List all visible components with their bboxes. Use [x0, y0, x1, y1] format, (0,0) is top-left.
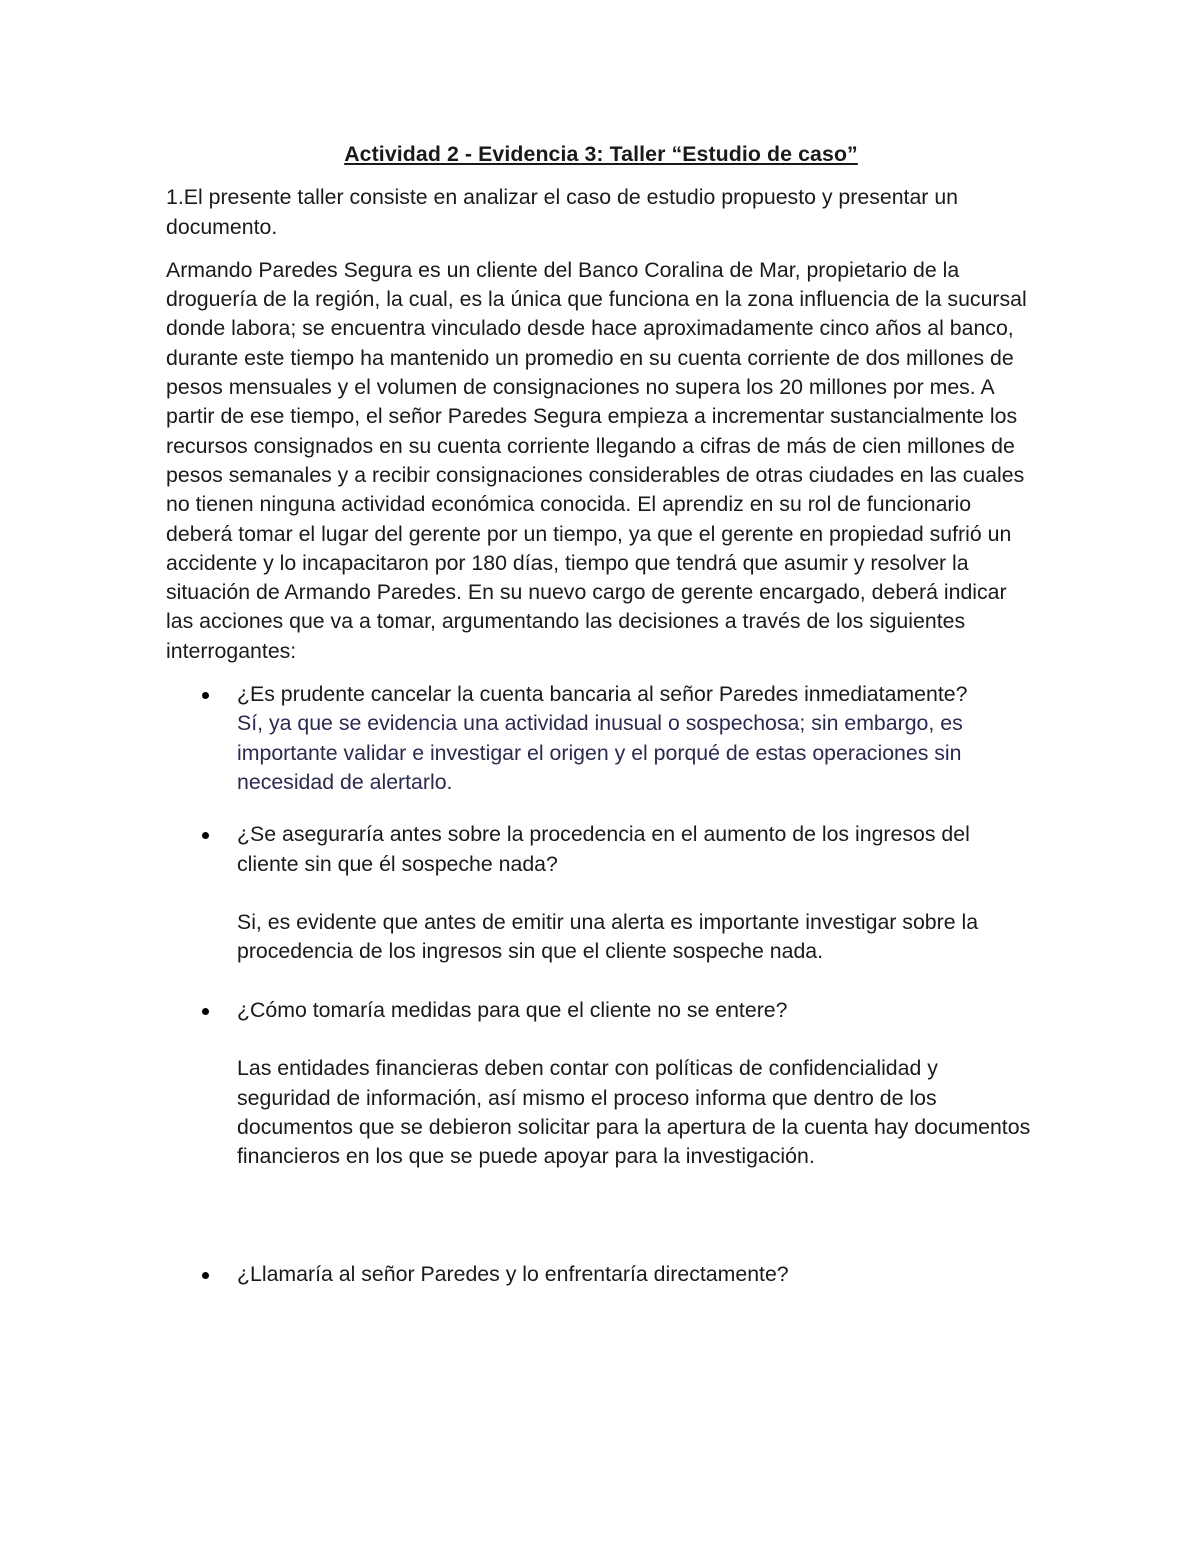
question-text: ¿Se aseguraría antes sobre la procedencia en el aumento de los ingresos del cliente sin que él sospeche nada?: [237, 822, 970, 876]
blank-line: [237, 1025, 1036, 1054]
list-item: [166, 996, 1036, 1172]
intro-paragraph: 1.El presente taller consiste en analizar el caso de estudio propuesto y presentar un documento.: [166, 185, 959, 239]
answer-text: Las entidades financieras deben contar con políticas de confidencialidad y seguridad de información, así mismo el proceso informa que dentro de los documentos que se debieron solicitar para la apertura de la cuenta hay documentos financieros en los que se puede apoyar para la investigación.: [237, 1056, 1031, 1169]
questions-list: [166, 680, 1036, 1289]
blank-line: [237, 879, 1036, 908]
document-body: [166, 140, 1036, 1289]
bullet-icon: [202, 1272, 209, 1279]
answer-text: Si, es evidente que antes de emitir una alerta es importante investigar sobre la procedencia de los ingresos sin que el cliente sospeche nada.: [237, 910, 979, 964]
document-title: Actividad 2 - Evidencia 3: Taller “Estudio de caso”: [344, 142, 858, 166]
answer-text: Sí, ya que se evidencia una actividad inusual o sospechosa; sin embargo, es importante validar e investigar el origen y el porqué de estas operaciones sin necesidad de alertarlo.: [237, 711, 963, 794]
question-text: ¿Es prudente cancelar la cuenta bancaria al señor Paredes inmediatamente?: [237, 682, 968, 707]
list-item: [166, 1260, 1036, 1289]
list-item: [166, 680, 1036, 797]
question-text: ¿Llamaría al señor Paredes y lo enfrentaría directamente?: [237, 1261, 789, 1286]
bullet-icon: [202, 832, 209, 839]
bullet-icon: [202, 1008, 209, 1015]
case-paragraph: Armando Paredes Segura es un cliente del Banco Coralina de Mar, propietario de la droguería de la región, la cual, es la única que funciona en la zona influencia de la sucursal donde labora; se encuentra vinculado desde hace aproximadamente cinco años al banco, durante este tiempo ha mantenido un promedio en su cuenta corriente de dos millones de pesos mensuales y el volumen de consignaciones no supera los 20 millones por mes. A partir de ese tiempo, el señor Paredes Segura empieza a incrementar sustancialmente los recursos consignados en su cuenta corriente llegando a cifras de más de cien millones de pesos semanales y a recibir consignaciones considerables de otras ciudades en las cuales no tienen ninguna actividad económica conocida. El aprendiz en su rol de funcionario deberá tomar el lugar del gerente por un tiempo, ya que el gerente en propiedad sufrió un accidente y lo incapacitaron por 180 días, tiempo que tendrá que asumir y resolver la situación de Armando Paredes. En su nuevo cargo de gerente encargado, deberá indicar las acciones que va a tomar, argumentando las decisiones a través de los siguientes interrogantes:: [166, 257, 1027, 663]
bullet-icon: [202, 692, 209, 699]
question-text: ¿Cómo tomaría medidas para que el cliente no se entere?: [237, 997, 788, 1022]
list-item: [166, 820, 1036, 966]
